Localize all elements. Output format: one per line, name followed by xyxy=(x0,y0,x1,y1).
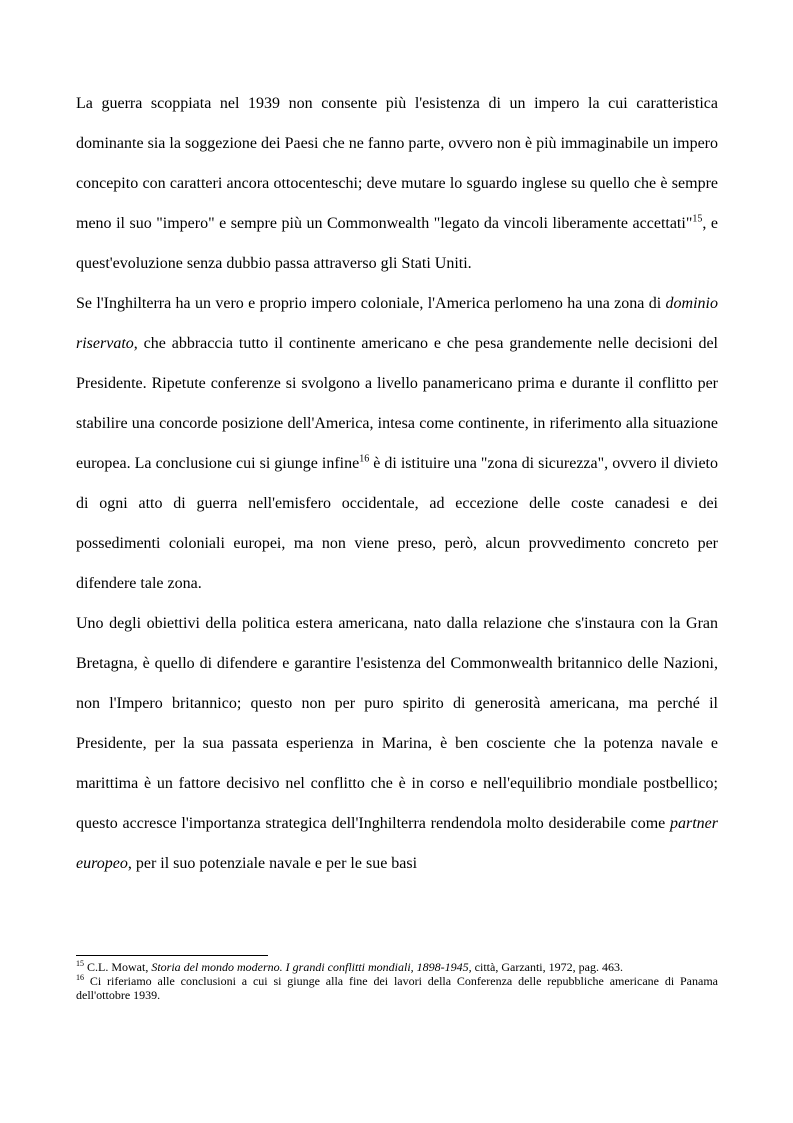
footnote-ref-16: 16 xyxy=(359,453,370,465)
footnote-ref-15: 15 xyxy=(692,213,703,225)
paragraph-2 xyxy=(76,284,718,604)
paragraph-3-emphasis: partner europeo xyxy=(76,815,718,872)
footnote-15-text-a: C.L. Mowat, xyxy=(84,960,152,974)
document-page xyxy=(76,84,718,884)
footnote-15-text-b: città, Garzanti, 1972, pag. 463. xyxy=(471,960,623,974)
paragraph-2-text-a: Se l'Inghilterra ha un vero e proprio impero coloniale, l'America perlomeno ha una zona di xyxy=(76,295,666,312)
paragraph-3-text-b: , per il suo potenziale navale e per le sue basi xyxy=(127,855,418,872)
footnote-15-title: Storia del mondo moderno. I grandi conflitti mondiali, 1898-1945, xyxy=(151,960,472,974)
paragraph-1-text-a: La guerra scoppiata nel 1939 non consente più l'esistenza di un impero la cui caratteristica dominante sia la soggezione dei Paesi che ne fanno parte, ovvero non è più immaginabile un impero concepito con caratteri ancora ottocenteschi; deve mutare lo sguardo inglese su quello che è sempre meno il suo "impero" e sempre più un Commonwealth "legato da vincoli liberamente accettati" xyxy=(76,95,718,232)
paragraph-1 xyxy=(76,84,718,284)
footnote-separator xyxy=(76,955,268,956)
paragraph-1-text-b: , e quest'evoluzione senza dubbio passa attraverso gli Stati Uniti. xyxy=(76,215,718,272)
footnote-16-number: 16 xyxy=(76,973,84,982)
footnote-15-number: 15 xyxy=(76,959,84,968)
footnote-16 xyxy=(76,974,718,1002)
paragraph-3-text-a: Uno degli obiettivi della politica estera americana, nato dalla relazione che s'instaura con la Gran Bretagna, è quello di difendere e garantire l'esistenza del Commonwealth britannico delle Nazioni, non l'Impero britannico; questo non per puro spirito di generosità americana, ma perché il Presidente, per la sua passata esperienza in Marina, è ben cosciente che la potenza navale e marittima è un fattore decisivo nel conflitto che è in corso e nell'equilibrio mondiale postbellico; questo accresce l'importanza strategica dell'Inghilterra rendendola molto desiderabile come xyxy=(76,615,718,832)
paragraph-2-text-b: , che abbraccia tutto il continente americano e che pesa grandemente nelle decisioni del Presidente. Ripetute conferenze si svolgono a livello panamericano prima e durante il conflitto per stabilire una concorde posizione dell'America, intesa come continente, in riferimento alla situazione europea. La conclusione cui si giunge infine xyxy=(76,335,718,472)
paragraph-2-text-c: è di istituire una "zona di sicurezza", ovvero il divieto di ogni atto di guerra nell'emisfero occidentale, ad eccezione delle coste canadesi e dei possedimenti coloniali europei, ma non viene preso, però, alcun provvedimento concreto per difendere tale zona. xyxy=(76,455,719,592)
footnotes xyxy=(76,960,718,1002)
footnote-16-text: Ci riferiamo alle conclusioni a cui si giunge alla fine dei lavori della Conferenza delle repubbliche americane di Panama dell'ottobre 1939. xyxy=(76,974,718,1002)
paragraph-2-emphasis: dominio riservato xyxy=(76,295,718,352)
footnote-15 xyxy=(76,960,718,974)
paragraph-3 xyxy=(76,604,718,884)
